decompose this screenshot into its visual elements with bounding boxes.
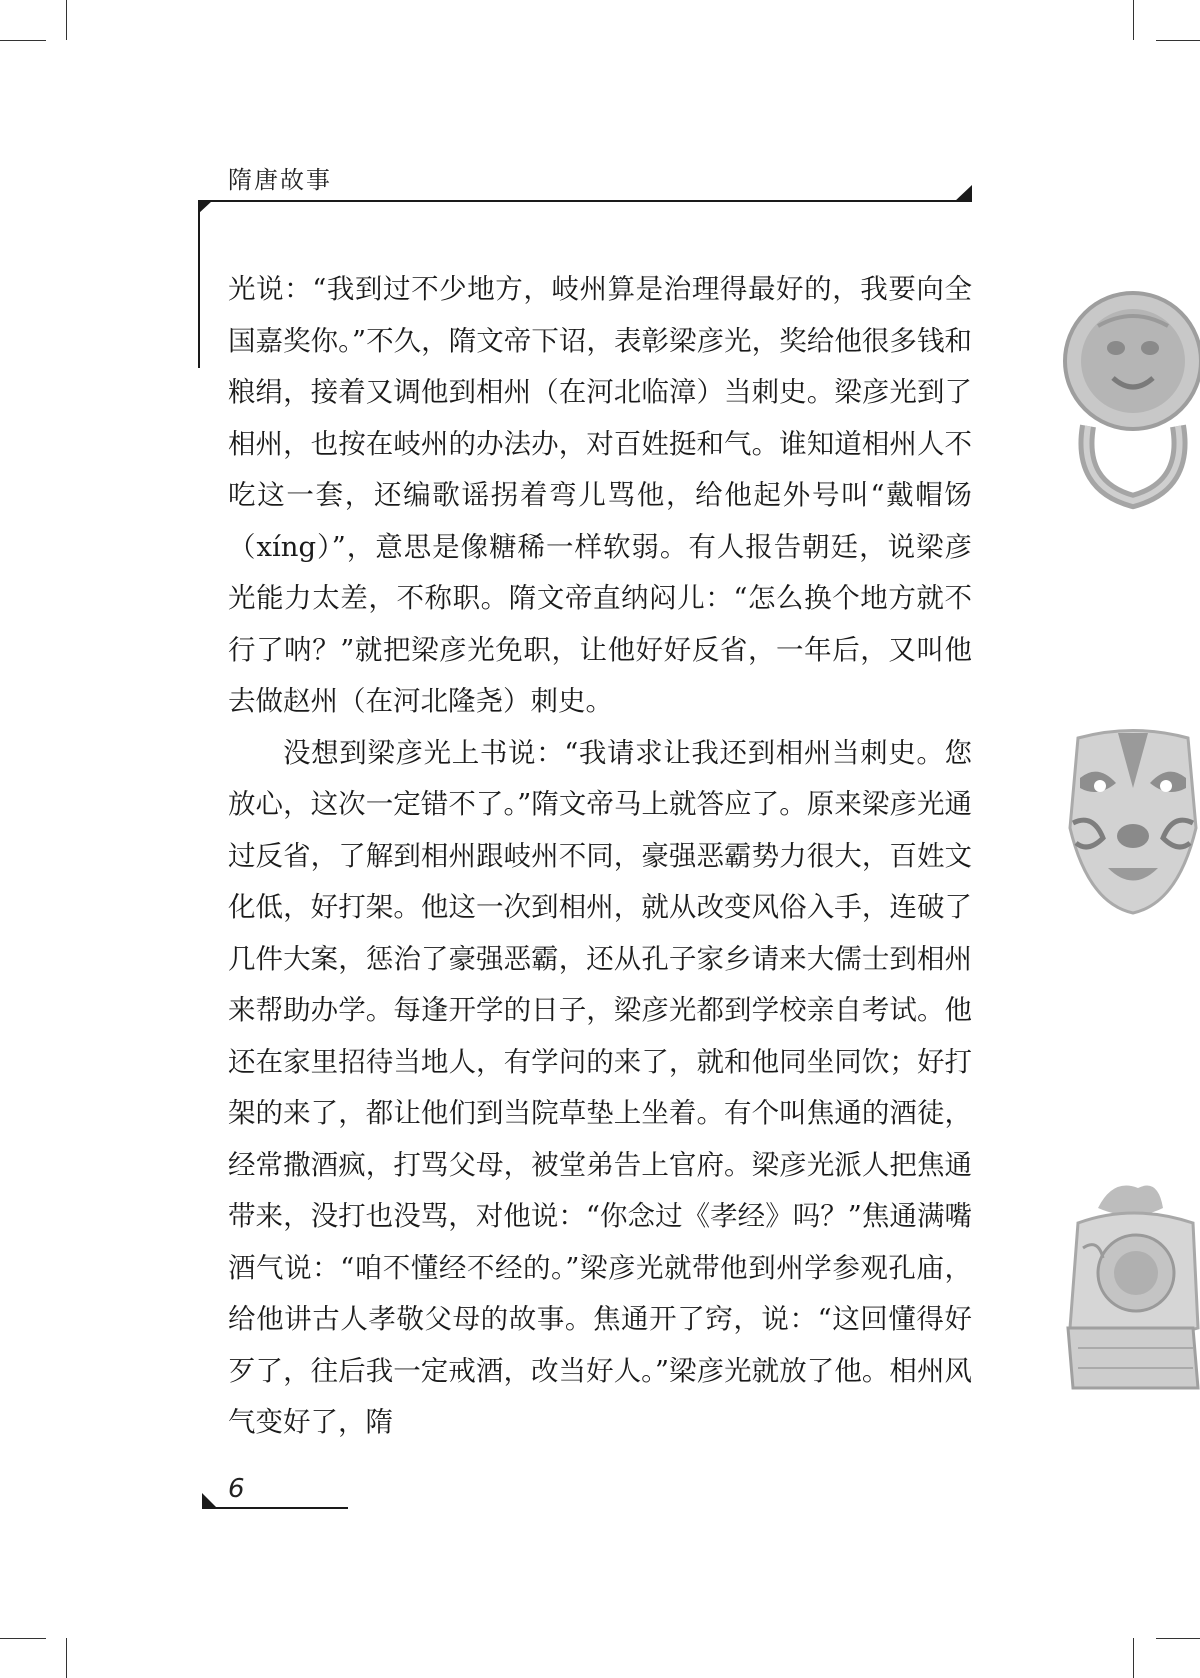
running-header-title: 隋唐故事 (228, 166, 332, 194)
page-number: 6 (228, 1474, 245, 1504)
footer-rule (202, 1507, 348, 1509)
crop-mark (0, 40, 46, 41)
crop-mark (1133, 1638, 1134, 1678)
door-knocker-icon (1058, 286, 1200, 518)
crop-mark (66, 0, 67, 40)
header-side-rule (198, 200, 200, 368)
crop-mark (1156, 1638, 1200, 1639)
jade-seal-icon (1058, 1178, 1200, 1394)
opera-mask-icon (1058, 728, 1200, 916)
body-text (228, 264, 972, 1449)
crop-mark (1156, 40, 1200, 41)
paragraph-1: 光说：“我到过不少地方，岐州算是治理得最好的，我要向全国嘉奖你。”不久，隋文帝下诏，表彰梁彦光，奖给他很多钱和粮绢，接着又调他到相州（在河北临漳）当刺史。梁彦光到了相州，也按在岐州的办法办，对百姓挺和气。谁知道相州人不吃这一套，还编歌谣拐着弯儿骂他，给他起外号叫“戴帽饧（xíng）”，意思是像糖稀一样软弱。有人报告朝廷，说梁彦光能力太差，不称职。隋文帝直纳闷儿：“怎么换个地方就不行了呐？”就把梁彦光免职，让他好好反省，一年后，又叫他去做赵州（在河北隆尧）刺史。 (228, 273, 972, 717)
paragraph-2: 没想到梁彦光上书说：“我请求让我还到相州当刺史。您放心，这次一定错不了。”隋文帝马上就答应了。原来梁彦光通过反省，了解到相州跟岐州不同，豪强恶霸势力很大，百姓文化低，好打架。他这一次到相州，就从改变风俗入手，连破了几件大案，惩治了豪强恶霸，还从孔子家乡请来大儒士到相州来帮助办学。每逢开学的日子，梁彦光都到学校亲自考试。他还在家里招待当地人，有学问的来了，就和他同坐同饮；好打架的来了，都让他们到当院草垫上坐着。有个叫焦通的酒徒，经常撒酒疯，打骂父母，被堂弟告上官府。梁彦光派人把焦通带来，没打也没骂，对他说：“你念过《孝经》吗？”焦通满嘴酒气说：“咱不懂经不经的。”梁彦光就带他到州学参观孔庙，给他讲古人孝敬父母的故事。焦通开了窍，说：“这回懂得好歹了，往后我一定戒酒，改当好人。”梁彦光就放了他。相州风气变好了，隋 (228, 736, 972, 1438)
footer-triangle-icon (202, 1493, 216, 1507)
header-corner-triangle-icon (954, 185, 972, 202)
crop-mark (0, 1638, 46, 1639)
crop-mark (66, 1638, 67, 1678)
header-rule (198, 200, 971, 202)
crop-mark (1133, 0, 1134, 40)
header-left-triangle-icon (198, 201, 212, 214)
